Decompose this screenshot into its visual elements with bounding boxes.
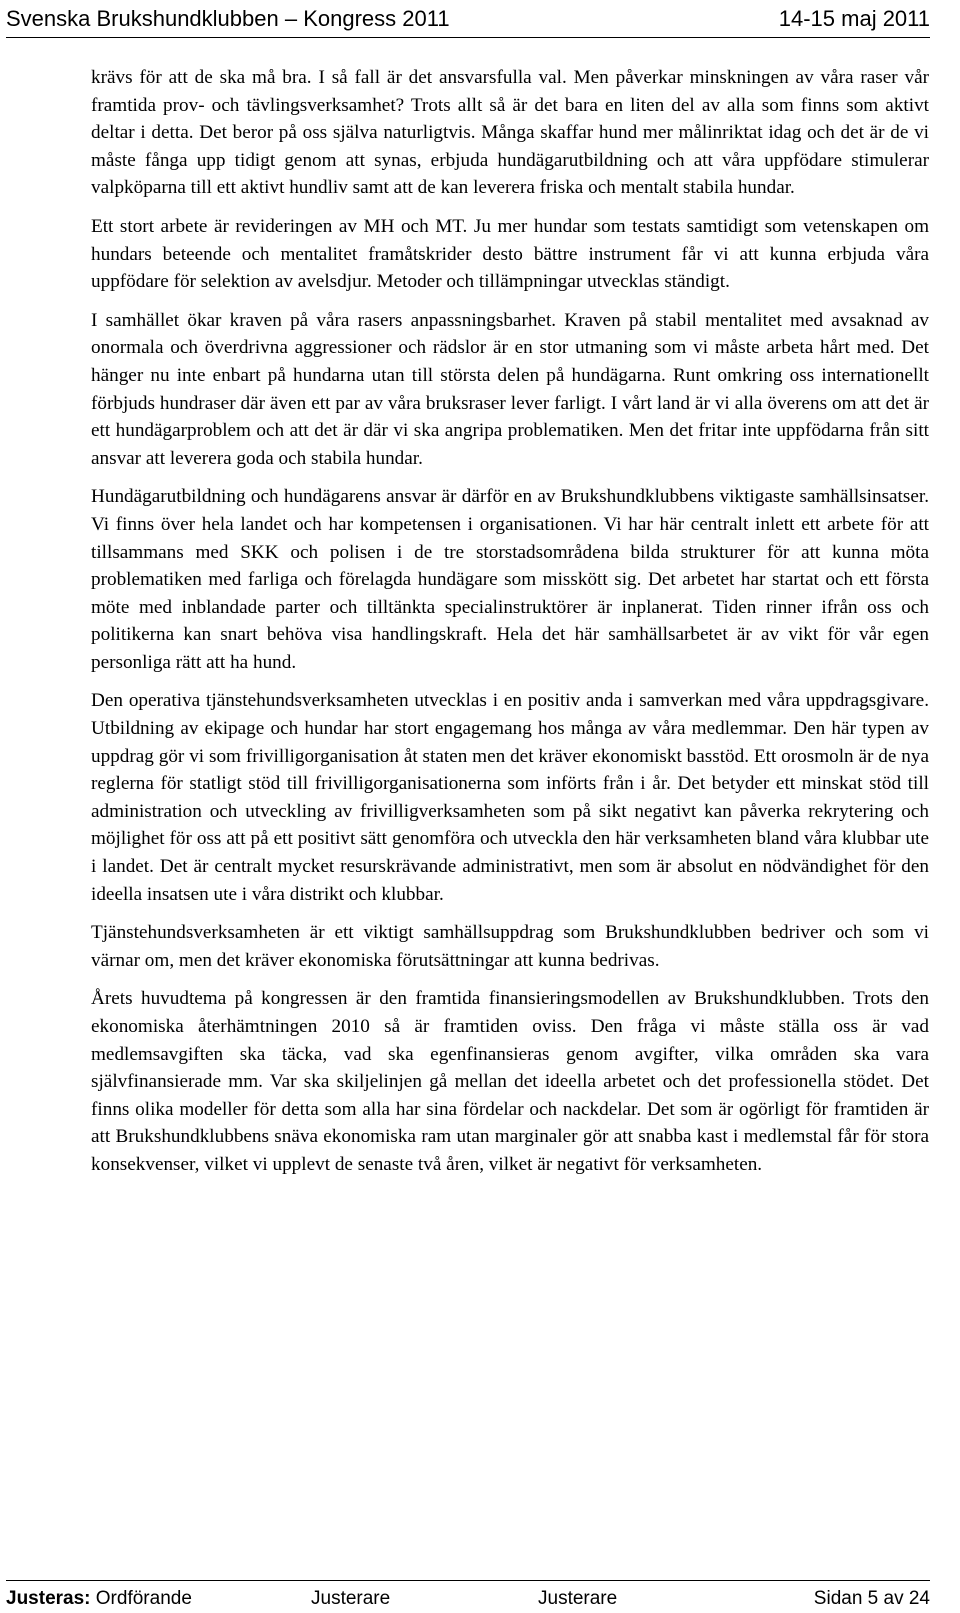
page-number: Sidan 5 av 24 [813,1588,930,1609]
paragraph: krävs för att de ska må bra. I så fall är det ansvarsfulla val. Men påverkar minskningen av våra raser vår framtida prov- och tävlingsverksamhet? Trots allt så är det bara en liten del av alla som finns som aktivt deltar i detta. Det beror på oss själva naturligtvis. Många skaffar hund mer målinriktat idag och det är de vi måste fånga upp tidigt genom att synas, erbjuda hundägarutbildning och att våra uppfödare stimulerar valpköparna till ett aktivt hundliv samt att de kan leverera friska och mentalt stabila hundar. [91,67,929,199]
paragraph: Tjänstehundsverksamheten är ett viktigt samhällsuppdrag som Brukshundklubben bedriver och som vi värnar om, men det kräver ekonomiska förutsättningar att kunna bedrivas. [91,922,929,971]
paragraph: Ett stort arbete är revideringen av MH och MT. Ju mer hundar som testats samtidigt som vetenskapen om hundars beteende och mentalitet framåtskrider desto bättre instrument får vi att kunna erbjuda våra uppfödare för selektion av avelsdjur. Metoder och tillämpningar utvecklas ständigt. [91,215,929,293]
footer-signature-chair [6,1586,192,1612]
footer-divider [6,1580,930,1581]
footer-justerare-1: Justerare [311,1588,391,1609]
header-divider [6,37,930,38]
document-body [91,64,929,1190]
page-header [6,4,930,34]
page-footer [6,1586,930,1612]
header-date: 14-15 maj 2011 [778,6,930,31]
justeras-label: Justeras: [6,1588,91,1609]
footer-justerare-2: Justerare [538,1588,618,1609]
paragraph: Årets huvudtema på kongressen är den framtida finansieringsmodellen av Brukshundklubben. Trots den ekonomiska återhämtningen 2010 så är framtiden oviss. Den fråga vi måste ställa oss är vad medlemsavgiften ska täcka, vad ska egenfinansieras genom avgifter, vilka områden ska vara självfinansierade mm. Var ska skiljelinjen gå mellan det ideella arbetet och det professionella stödet. Det finns olika modeller för detta som alla har sina fördelar och nackdelar. Det som är ogörligt för framtiden är att Brukshundklubbens snäva ekonomiska ram utan marginaler gör att snabba kast i medlemstal får för stora konsekvenser, vilket vi upplevt de senaste två åren, vilket är negativt för verksamheten. [91,988,929,1175]
ordforande-label: Ordförande [95,1588,192,1609]
paragraph: Den operativa tjänstehundsverksamheten utvecklas i en positiv anda i samverkan med våra uppdragsgivare. Utbildning av ekipage och hundar har stort engagemang hos många av våra medlemmar. Den här typen av uppdrag gör vi som frivilligorganisation åt staten men det kräver ekonomiskt basstöd. Ett orosmoln är de nya reglerna för statligt stöd till frivilligorganisationerna som införts från i år. Det betyder ett minskat stöd till administration och utveckling av frivilligverksamheten som på sikt negativt kan påverka rekrytering och möjlighet för oss att på ett positivt sätt genomföra och utveckla den här verksamheten bland våra klubbar ute i landet. Det är centralt mycket resurskrävande administrativt, men som är absolut en nödvändighet för den ideella insatsen ute i våra distrikt och klubbar. [91,690,929,905]
header-title: Svenska Brukshundklubben – Kongress 2011 [6,6,450,31]
paragraph: I samhället ökar kraven på våra rasers anpassningsbarhet. Kraven på stabil mentalitet med avsaknad av onormala och överdrivna aggressioner och rädslor är en stor utmaning som vi måste arbeta hårt med. Det hänger nu inte enbart på hundarna utan till största delen på hundägarna. Runt omkring oss internationellt förbjuds hundraser där även ett par av våra bruksraser lever farligt. I vårt land är vi alla överens om att det är ett hundägarproblem och att det är där vi ska angripa problematiken. Men det fritar inte uppfödarna från sitt ansvar att leverera goda och stabila hundar. [91,309,929,469]
paragraph: Hundägarutbildning och hundägarens ansvar är därför en av Brukshundklubbens viktigaste samhällsinsatser. Vi finns över hela landet och har kompetensen i organisationen. Vi har här centralt inlett ett arbete för att tillsammans med SKK och polisen i de tre storstadsområdena bilda strukturer för att kunna möta problematiken med farliga och förelagda hundägare som misskött sig. Det arbetet har startat och ett första möte med inblandade parter och tilltänkta specialinstruktörer är inplanerat. Tiden rinner ifrån oss och politikerna kan snart behöva visa handlingskraft. Hela det här samhällsarbetet är av vikt för vår egen personliga rätt att ha hund. [91,486,929,673]
